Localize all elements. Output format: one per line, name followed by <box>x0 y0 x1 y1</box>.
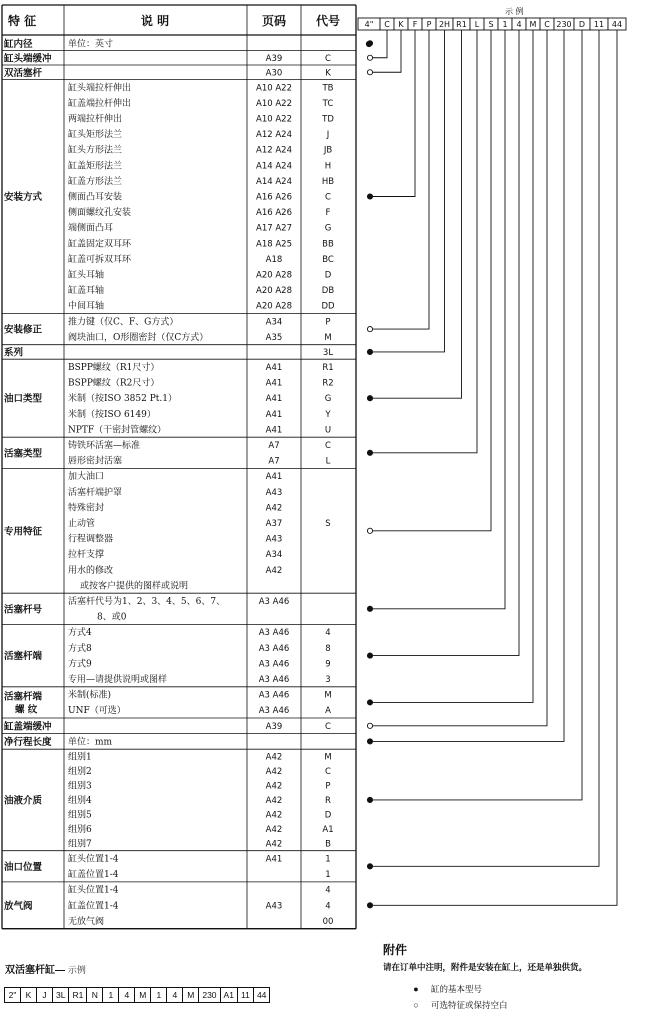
code-value: 3L <box>322 347 334 358</box>
leader-line <box>373 30 617 905</box>
code-value: G <box>324 223 332 234</box>
code-value: C <box>325 766 331 777</box>
code-value: J <box>326 130 330 141</box>
code-value: C <box>325 53 331 64</box>
desc-text: 缸盖耳轴 <box>68 286 105 297</box>
leader-line <box>373 30 599 866</box>
desc-text: 方式8 <box>68 643 92 654</box>
marker-filled <box>367 606 372 611</box>
desc-text: 组别5 <box>68 810 92 821</box>
section-label: 活塞杆端 <box>4 651 43 663</box>
code-value: 3 <box>325 675 331 685</box>
leader-line <box>373 30 445 352</box>
example-code-value: R1 <box>456 19 467 29</box>
example-code-value: 230 <box>556 19 572 29</box>
example-code-value: D <box>578 19 586 29</box>
sample-code-boxes <box>5 987 335 1003</box>
code-value: 4 <box>325 901 331 912</box>
leader-line <box>373 30 429 329</box>
section-label: 安装方式 <box>4 192 43 203</box>
marker-filled <box>367 700 372 705</box>
page-ref: A42 <box>265 503 283 514</box>
desc-text: 缸盖可拆双耳环 <box>68 254 132 265</box>
code-value: P <box>325 317 331 328</box>
page-ref: A42 <box>265 795 283 806</box>
desc-text: 唇形密封活塞 <box>68 456 123 467</box>
desc-text: 行程调整器 <box>68 534 114 545</box>
leader-line <box>373 30 533 702</box>
desc-text: 缸盖矩形法兰 <box>68 161 123 172</box>
page-ref: A34 <box>265 550 283 561</box>
desc-text: NPTF（干密封管螺纹） <box>68 425 167 436</box>
page-ref: A42 <box>265 766 283 777</box>
code-value: Y <box>325 409 331 420</box>
marker-filled <box>367 349 372 354</box>
section-label: 安装修正 <box>4 324 43 336</box>
desc-text: 组别4 <box>68 795 92 806</box>
page-ref: A14 A24 <box>256 176 292 187</box>
code-value: P <box>325 781 331 792</box>
desc-text: 缸头位置1-4 <box>68 885 119 896</box>
code-value: HB <box>321 176 335 187</box>
example-code-value: 4 <box>516 19 522 29</box>
code-value: JB <box>323 145 333 156</box>
example-code-value: M <box>529 19 537 29</box>
code-value: R <box>325 795 331 806</box>
sample-code-box: 3L <box>52 987 69 1003</box>
desc-text: 侧面螺纹孔安装 <box>68 208 132 219</box>
desc-text: 特殊密封 <box>68 503 105 514</box>
code-value: 8 <box>325 643 331 654</box>
page-ref: A20 A28 <box>256 286 292 297</box>
page-ref: A41 <box>265 854 283 865</box>
page-ref: A43 <box>265 534 283 545</box>
code-value: H <box>324 161 332 172</box>
example-title: 示 例 <box>505 7 524 16</box>
leader-line <box>373 30 582 800</box>
code-value: 00 <box>322 916 334 927</box>
page-ref: A35 <box>265 332 283 343</box>
code-value: M <box>324 332 332 343</box>
filled-dot-icon: ● <box>413 984 419 994</box>
desc-text: BSPP螺纹（R1尺寸） <box>68 363 160 373</box>
desc-text: BSPP螺纹（R2尺寸） <box>68 378 160 389</box>
code-value: 1 <box>325 854 331 865</box>
code-value: M <box>324 690 332 701</box>
page-ref: A16 A26 <box>256 208 292 219</box>
sample-code-box: K <box>20 987 37 1003</box>
code-value: 4 <box>325 885 331 896</box>
code-value: D <box>324 810 332 821</box>
desc-text: 铸铁环活塞—标准 <box>68 441 141 451</box>
example-code-value: S <box>488 19 494 29</box>
example-code-value: 2H <box>438 19 451 29</box>
desc-text: 活塞杆端护罩 <box>68 487 123 498</box>
accessory-subtitle: 请在订单中注明，附件是安装在缸上，还是单独供货。 <box>383 962 588 972</box>
code-value: 4 <box>325 628 331 639</box>
example-code-value: 11 <box>593 19 605 29</box>
desc-text: 组别3 <box>68 781 92 792</box>
example-code-value: P <box>426 19 432 29</box>
page-ref: A42 <box>265 781 283 792</box>
leader-line <box>373 30 462 398</box>
page-ref: A16 A26 <box>256 192 292 203</box>
sample-code-box: 230 <box>198 987 220 1003</box>
desc-text: 方式9 <box>68 659 92 670</box>
desc-text: 无放气阀 <box>68 916 105 927</box>
sample-code-box: 1 <box>102 987 119 1003</box>
marker-filled <box>367 864 372 869</box>
page-ref: A41 <box>265 378 283 389</box>
marker-filled <box>367 903 372 908</box>
page-ref: A12 A24 <box>256 145 292 156</box>
desc-text: 专用—请提供说明或图样 <box>68 675 168 685</box>
desc-text: 拉杆支撑 <box>68 550 105 561</box>
section-label: 净行程长度 <box>4 736 52 748</box>
legend-item-basic <box>383 981 653 997</box>
sample-code-box: J <box>36 987 53 1003</box>
sample-code-box: 2" <box>4 987 21 1003</box>
desc-text: 组别6 <box>68 824 92 835</box>
desc-text: 缸盖位置1-4 <box>68 901 119 912</box>
sample-code-box: N <box>86 987 103 1003</box>
section-label: 螺 纹 <box>15 704 38 716</box>
code-value: G <box>324 394 332 405</box>
accessory-notes <box>383 941 653 1013</box>
desc-text: 米制（按ISO 6149） <box>68 409 156 420</box>
open-dot-icon: ○ <box>413 1000 419 1010</box>
example-code-value: 44 <box>611 19 623 29</box>
code-value: BB <box>322 239 334 250</box>
sample-code-box: 4 <box>118 987 135 1003</box>
page-ref: A3 A46 <box>258 675 290 685</box>
desc-text: 或按客户提供的图样或说明 <box>80 581 189 592</box>
code-value: C <box>325 441 331 451</box>
page-ref: A41 <box>265 425 283 436</box>
marker-open <box>367 70 372 75</box>
desc-text: 缸盖位置1-4 <box>68 870 119 881</box>
marker-filled <box>367 797 372 802</box>
page-ref: A3 A46 <box>258 690 290 701</box>
accessory-title: 附件 <box>383 943 408 957</box>
code-value: K <box>325 68 331 79</box>
desc-text: 方式4 <box>68 628 92 639</box>
section-label: 专用特征 <box>4 526 43 538</box>
code-value: S <box>325 519 331 529</box>
code-value: TD <box>322 114 334 125</box>
page-ref: A39 <box>265 721 283 732</box>
marker-open <box>367 327 372 332</box>
page-ref: A18 <box>265 254 283 265</box>
page-ref: A41 <box>265 472 283 483</box>
desc-text: 两端拉杆伸出 <box>68 114 123 125</box>
section-label: 活塞杆端 <box>4 691 43 703</box>
sample-title <box>5 961 335 976</box>
page-ref: A20 A28 <box>256 270 292 281</box>
section-label: 缸盖端缓冲 <box>4 721 52 733</box>
code-value: B <box>325 839 331 850</box>
example-code-value: 1 <box>502 19 508 29</box>
marker-open <box>367 528 372 533</box>
code-value: L <box>325 456 331 467</box>
code-value: U <box>324 425 332 436</box>
desc-text: 缸盖固定双耳环 <box>68 239 132 250</box>
desc-text: 组别2 <box>68 766 92 777</box>
leader-line <box>373 30 491 531</box>
code-value: F <box>325 208 331 219</box>
desc-text: 组别7 <box>68 839 92 850</box>
page-ref: A42 <box>265 752 283 763</box>
desc-text: 缸盖端拉杆伸出 <box>68 98 132 109</box>
sample-title-sub: 示例 <box>65 966 86 976</box>
sample-title-main: 双活塞杆缸— <box>5 965 65 976</box>
example-code-value: F <box>412 19 418 29</box>
code-value: A <box>325 706 331 717</box>
header-page: 页码 <box>261 14 287 28</box>
leader-line <box>373 30 505 609</box>
code-value: R1 <box>322 363 334 373</box>
desc-text: 缸头位置1-4 <box>68 854 119 865</box>
code-value: 9 <box>325 659 331 670</box>
code-value: 1 <box>325 870 331 881</box>
example-code-value: 4" <box>364 19 374 29</box>
page-ref: A20 A28 <box>256 301 292 312</box>
code-value: DB <box>321 286 335 297</box>
page-ref: A43 <box>265 901 283 912</box>
desc-text: 8、或0 <box>97 612 127 623</box>
desc-text: 侧面凸耳安装 <box>68 192 123 203</box>
marker-open <box>367 723 372 728</box>
header-feature: 特 征 <box>8 14 37 28</box>
page-ref: A39 <box>265 53 283 64</box>
page-ref: A7 <box>268 441 280 451</box>
sample-code-box: 1 <box>150 987 167 1003</box>
marker-filled <box>367 194 372 199</box>
page-ref: A42 <box>265 824 283 835</box>
page-ref: A30 <box>265 68 283 79</box>
example-code-value: C <box>384 19 390 29</box>
section-label: 油口位置 <box>4 861 43 873</box>
code-value: A1 <box>322 824 334 835</box>
page-ref: A10 A22 <box>256 114 292 125</box>
desc-text: 缸头端拉杆伸出 <box>68 83 132 94</box>
desc-text: 米制（按ISO 3852 Pt.1） <box>68 394 177 405</box>
page-ref: A3 A46 <box>258 628 290 639</box>
legend-text-basic: 缸的基本型号 <box>431 984 483 994</box>
section-label: 缸头端缓冲 <box>4 53 52 65</box>
page-ref: A42 <box>265 839 283 850</box>
page-ref: A18 A25 <box>256 239 292 250</box>
desc-text: 中间耳轴 <box>68 301 105 312</box>
marker-filled <box>367 739 372 744</box>
page-ref: A10 A22 <box>256 83 292 94</box>
desc-text: 缸头方形法兰 <box>68 145 123 156</box>
desc-text: 阀块油口，O形圈密封（仅C方式） <box>68 332 209 343</box>
page-ref: A41 <box>265 363 283 373</box>
page-ref: A42 <box>265 565 283 576</box>
page-ref: A7 <box>268 456 280 467</box>
desc-text: 缸盖方形法兰 <box>68 176 123 187</box>
desc-text: 推力键（仅C、F、G方式） <box>68 317 179 328</box>
example-code-value: C <box>544 19 550 29</box>
leader-line <box>373 30 564 741</box>
desc-text: 单位：mm <box>68 737 113 748</box>
section-label: 双活塞杆 <box>4 67 43 79</box>
code-value: DD <box>321 301 335 312</box>
header-desc: 说 明 <box>140 14 170 28</box>
desc-text: 单位：英寸 <box>68 39 114 50</box>
legend-text-optional: 可选特征或保持空白 <box>431 1000 508 1010</box>
code-value: C <box>325 721 331 732</box>
desc-text: 缸头耳轴 <box>68 270 105 281</box>
marker-open <box>367 55 372 60</box>
marker-filled <box>367 450 372 455</box>
section-label: 放气阀 <box>4 900 33 912</box>
page-ref: A3 A46 <box>258 706 290 717</box>
page-ref: A37 <box>265 519 283 529</box>
example-code-value: K <box>398 19 404 29</box>
sample-code-box: A1 <box>220 987 238 1003</box>
section-label: 缸内径 <box>4 38 33 50</box>
code-value: D <box>324 270 332 281</box>
page-ref: A10 A22 <box>256 98 292 109</box>
code-value: M <box>324 752 332 763</box>
marker-filled <box>367 396 372 401</box>
page-ref: A17 A27 <box>256 223 292 234</box>
page-ref: A43 <box>265 487 283 498</box>
section-label: 活塞杆号 <box>4 604 43 616</box>
page-ref: A12 A24 <box>256 130 292 141</box>
page-ref: A3 A46 <box>258 597 290 607</box>
sample-code-box: 44 <box>253 987 270 1003</box>
section-label: 油口类型 <box>4 393 43 405</box>
desc-text: 米制(标准) <box>68 690 112 701</box>
code-value: R2 <box>322 378 334 389</box>
marker-filled <box>367 653 372 658</box>
desc-text: 止动管 <box>68 519 96 529</box>
legend-item-optional <box>383 997 653 1013</box>
marker-filled <box>366 41 371 46</box>
example-code-value: L <box>474 19 480 29</box>
desc-text: UNF（可选） <box>68 706 126 717</box>
desc-text: 端侧面凸耳 <box>68 223 114 234</box>
section-label: 油液介质 <box>4 795 43 807</box>
page-ref: A34 <box>265 317 283 328</box>
desc-text: 活塞杆代号为1、2、3、4、5、6、7、 <box>68 597 226 607</box>
leader-line <box>373 30 387 58</box>
code-value: C <box>325 192 331 203</box>
page-ref: A3 A46 <box>258 643 290 654</box>
section-label: 系列 <box>4 347 24 359</box>
sample-code-box: 4 <box>166 987 183 1003</box>
page-ref: A3 A46 <box>258 659 290 670</box>
code-value: BC <box>322 254 334 265</box>
sample-code-box: R1 <box>68 987 87 1003</box>
leader-line <box>373 30 519 656</box>
leader-line <box>373 30 415 197</box>
leader-line <box>373 30 547 726</box>
desc-text: 用水的修改 <box>68 565 114 576</box>
page-ref: A42 <box>265 810 283 821</box>
code-value: TC <box>322 98 334 109</box>
sample-code-box: M <box>182 987 199 1003</box>
sample-code <box>5 961 335 1003</box>
page-ref: A41 <box>265 394 283 405</box>
page-ref: A41 <box>265 409 283 420</box>
page-ref: A14 A24 <box>256 161 292 172</box>
sample-code-box: 11 <box>237 987 254 1003</box>
code-value: TB <box>322 83 334 94</box>
section-label: 活塞类型 <box>4 448 43 460</box>
desc-text: 加大油口 <box>68 472 105 483</box>
desc-text: 组别1 <box>68 752 92 763</box>
header-code: 代号 <box>315 14 341 28</box>
desc-text: 缸头矩形法兰 <box>68 130 123 141</box>
sample-code-box: M <box>134 987 151 1003</box>
